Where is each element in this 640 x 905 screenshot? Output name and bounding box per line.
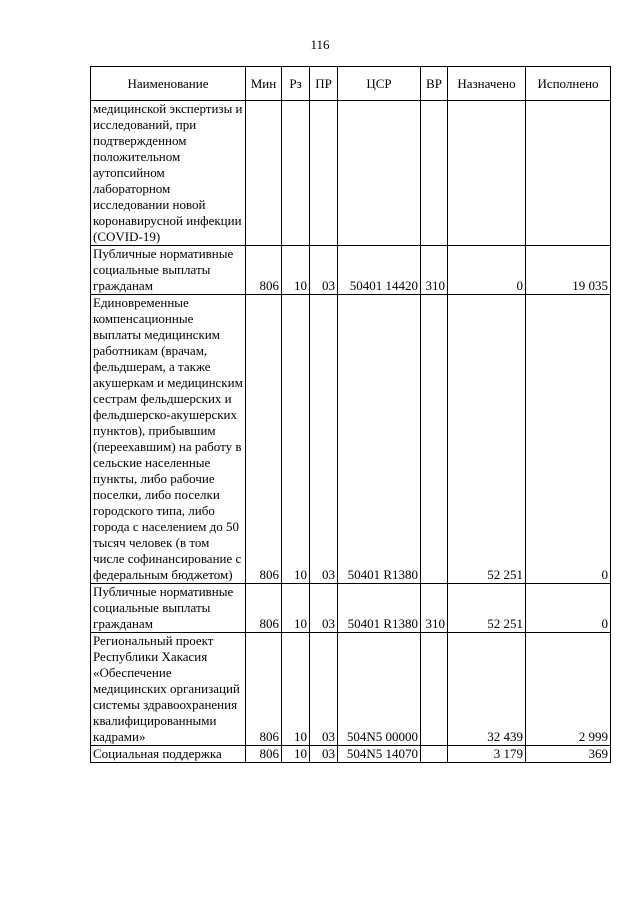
row-pr: 03 bbox=[310, 246, 338, 295]
row-rz: 10 bbox=[282, 295, 310, 584]
row-min: 806 bbox=[246, 584, 282, 633]
row-assigned: 52 251 bbox=[448, 295, 526, 584]
row-name: медицинской экспертизы и исследований, при подтвержденном положительном аутопсийном лабораторном исследовании новой коронавирусной инфекции (COVID-19) bbox=[91, 101, 246, 246]
row-pr: 03 bbox=[310, 746, 338, 763]
row-min: 806 bbox=[246, 295, 282, 584]
header-vr: ВР bbox=[421, 67, 448, 101]
table-header-row bbox=[91, 67, 611, 101]
row-executed: 2 999 bbox=[526, 633, 611, 746]
row-assigned: 0 bbox=[448, 246, 526, 295]
row-csr: 50401 R1380 bbox=[338, 584, 421, 633]
row-min bbox=[246, 101, 282, 246]
row-executed: 19 035 bbox=[526, 246, 611, 295]
row-name: Социальная поддержка bbox=[91, 746, 246, 763]
table-row bbox=[91, 584, 611, 633]
row-csr: 504N5 14070 bbox=[338, 746, 421, 763]
row-vr bbox=[421, 746, 448, 763]
row-vr: 310 bbox=[421, 584, 448, 633]
row-rz: 10 bbox=[282, 746, 310, 763]
row-assigned: 52 251 bbox=[448, 584, 526, 633]
table-row bbox=[91, 633, 611, 746]
row-rz: 10 bbox=[282, 633, 310, 746]
row-pr bbox=[310, 101, 338, 246]
header-pr: ПР bbox=[310, 67, 338, 101]
row-vr bbox=[421, 633, 448, 746]
header-name: Наименование bbox=[91, 67, 246, 101]
table-row bbox=[91, 295, 611, 584]
header-assigned: Назначено bbox=[448, 67, 526, 101]
header-executed: Исполнено bbox=[526, 67, 611, 101]
row-csr: 50401 R1380 bbox=[338, 295, 421, 584]
row-csr bbox=[338, 101, 421, 246]
row-rz bbox=[282, 101, 310, 246]
table-row bbox=[91, 746, 611, 763]
row-min: 806 bbox=[246, 633, 282, 746]
row-vr: 310 bbox=[421, 246, 448, 295]
header-csr: ЦСР bbox=[338, 67, 421, 101]
row-assigned: 32 439 bbox=[448, 633, 526, 746]
row-csr: 50401 14420 bbox=[338, 246, 421, 295]
row-name: Региональный проект Республики Хакасия «Обеспечение медицинских организаций системы здравоохранения квалифицированными кадрами» bbox=[91, 633, 246, 746]
row-assigned: 3 179 bbox=[448, 746, 526, 763]
row-name: Публичные нормативные социальные выплаты гражданам bbox=[91, 584, 246, 633]
table-row bbox=[91, 246, 611, 295]
row-pr: 03 bbox=[310, 295, 338, 584]
header-rz: Рз bbox=[282, 67, 310, 101]
budget-table bbox=[90, 66, 611, 763]
row-executed: 0 bbox=[526, 584, 611, 633]
row-assigned bbox=[448, 101, 526, 246]
row-vr bbox=[421, 295, 448, 584]
row-rz: 10 bbox=[282, 246, 310, 295]
row-min: 806 bbox=[246, 246, 282, 295]
row-csr: 504N5 00000 bbox=[338, 633, 421, 746]
row-min: 806 bbox=[246, 746, 282, 763]
row-pr: 03 bbox=[310, 633, 338, 746]
row-name: Публичные нормативные социальные выплаты гражданам bbox=[91, 246, 246, 295]
row-rz: 10 bbox=[282, 584, 310, 633]
row-executed bbox=[526, 101, 611, 246]
row-executed: 0 bbox=[526, 295, 611, 584]
row-name: Единовременные компенсационные выплаты медицинским работникам (врачам, фельдшерам, а также акушеркам и медицинским сестрам фельдшерских и фельдшерско-акушерских пунктов), прибывшим (переехавшим) на работу в сельские населенные пункты, либо рабочие поселки, либо поселки городского типа, либо города с населением до 50 тысяч человек (в том числе софинансирование с федеральным бюджетом) bbox=[91, 295, 246, 584]
page-number: 116 bbox=[310, 37, 330, 52]
row-vr bbox=[421, 101, 448, 246]
row-executed: 369 bbox=[526, 746, 611, 763]
table-row bbox=[91, 101, 611, 246]
row-pr: 03 bbox=[310, 584, 338, 633]
header-min: Мин bbox=[246, 67, 282, 101]
